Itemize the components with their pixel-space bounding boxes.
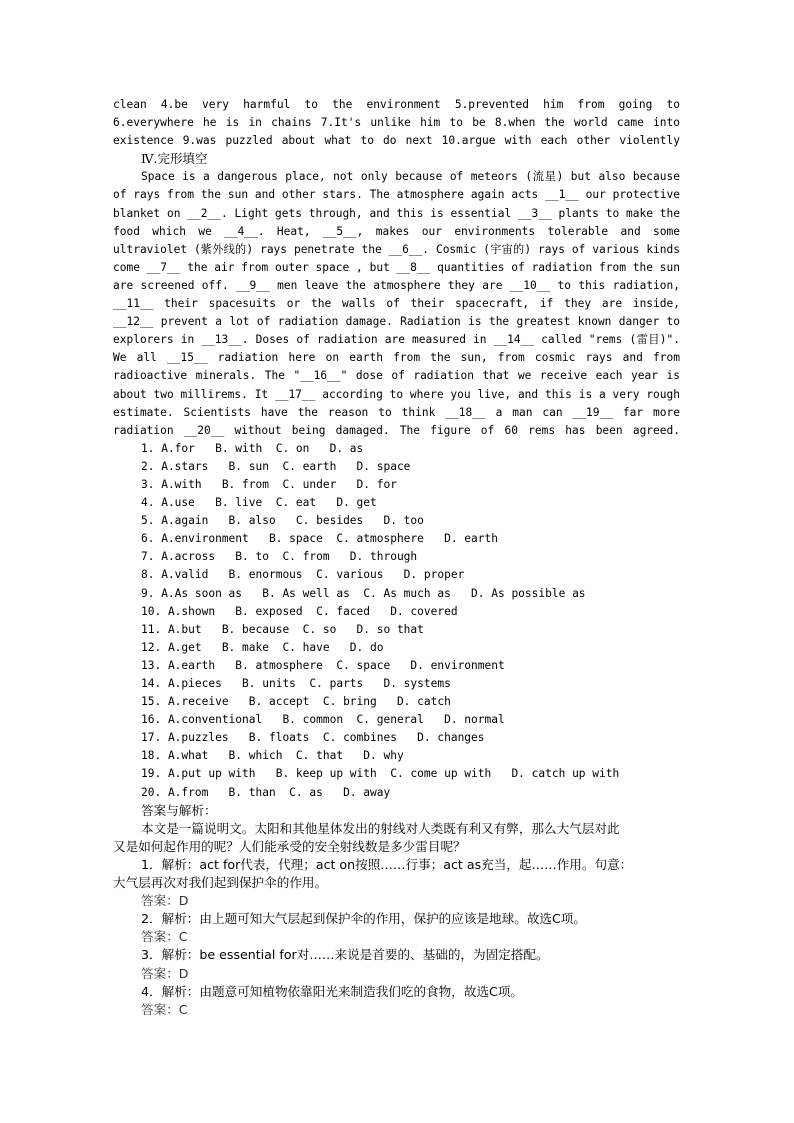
option-row: 1. A.for B. with C. on D. as <box>141 441 364 455</box>
passage-line: come __7__ the air from outer space , but __8__ quantities of radiation from the sun <box>113 260 680 274</box>
explanation-item: 3．解析：be essential for对……来说是首要的、基础的，为固定搭配。 <box>141 947 549 963</box>
passage-line: ultraviolet (紫外线的) rays penetrate the __6__. Cosmic (宇宙的) rays of various kinds <box>113 242 680 256</box>
passage-line: estimate. Scientists have the reason to think __18__ a man can __19__ far more <box>113 405 680 419</box>
option-row: 17. A.puzzles B. floats C. combines D. changes <box>141 731 485 745</box>
passage-line: We all __15__ radiation here on earth from the sun, from cosmic rays and from <box>113 351 680 365</box>
option-row: 18. A.what B. which C. that D. why <box>141 749 404 763</box>
explanation-section <box>113 802 680 1019</box>
option-row: 13. A.earth B. atmosphere C. space D. environment <box>141 658 505 672</box>
explanation-item: 1．解析：act for代表，代理；act on按照……行事；act as充当，起……作用。句意： <box>141 856 633 872</box>
option-row: 19. A.put up with B. keep up with C. come up with D. catch up with <box>141 767 620 781</box>
option-row: 14. A.pieces B. units C. parts D. systems <box>141 677 451 690</box>
text-line: clean 4.be very harmful to the environment 5.prevented him from going to <box>113 98 680 111</box>
cloze-passage <box>113 168 680 439</box>
option-row: 4. A.use B. live C. eat D. get <box>141 496 377 510</box>
explanation-item: 4．解析：由题意可知植物依靠阳光来制造我们吃的食物，故选C项。 <box>141 983 524 999</box>
explanation-intro: 又是如何起作用的呢？人们能承受的安全射线数是多少雷目呢？ <box>113 838 466 854</box>
passage-line: __11__ their spacesuits or the walls of their spacecraft, if they are inside, <box>113 297 680 311</box>
section-title: Ⅳ.完形填空 <box>141 151 208 167</box>
option-row: 15. A.receive B. accept C. bring D. catch <box>141 695 451 709</box>
text-line: existence 9.was puzzled about what to do next 10.argue with each other violently <box>113 134 680 148</box>
passage-line: __12__ prevent a lot of radiation damage. Radiation is the greatest known danger to <box>113 315 680 329</box>
passage-line: radioactive minerals. The "__16__" dose of radiation that we receive each year is <box>113 369 680 383</box>
passage-line: food which we __4__. Heat, __5__, makes our environments tolerable and some <box>113 224 680 238</box>
passage-line: radiation __20__ without being damaged. The figure of 60 rems has been agreed. <box>113 423 680 437</box>
option-row: 5. A.again B. also C. besides D. too <box>141 514 424 528</box>
passage-line: about two millirems. It __17__ according to where you live, and this is a very rough <box>113 387 680 401</box>
explanation-intro: 本文是一篇说明文。太阳和其他星体发出的射线对人类既有利又有弊，那么大气层对此 <box>141 820 620 836</box>
passage-line: Space is a dangerous place, not only because of meteors (流星) but also because <box>141 170 680 184</box>
passage-line: are screened off. __9__ men leave the atmosphere they are __10__ to this radiation, <box>113 278 680 292</box>
explanation-item: 大气层再次对我们起到保护伞的作用。 <box>113 875 328 891</box>
option-row: 8. A.valid B. enormous C. various D. proper <box>141 568 465 582</box>
option-row: 3. A.with B. from C. under D. for <box>141 477 397 491</box>
option-row: 16. A.conventional B. common C. general D. normal <box>141 713 505 727</box>
option-row: 9. A.As soon as B. As well as C. As much as D. As possible as <box>141 586 586 600</box>
passage-line: of rays from the sun and other stars. The atmosphere again acts __1__ our protective <box>113 188 680 202</box>
passage-line: explorers in __13__. Doses of radiation are measured in __14__ called "rems (雷目)". <box>113 333 680 347</box>
option-row: 7. A.across B. to C. from D. through <box>141 550 418 564</box>
explanation-heading: 答案与解析： <box>141 802 217 818</box>
option-row: 10. A.shown B. exposed C. faced D. covered <box>141 604 458 618</box>
answer-label: 答案：C <box>141 929 188 945</box>
answer-label: 答案：D <box>141 893 189 909</box>
answer-label: 答案：C <box>141 1001 188 1017</box>
passage-line: blanket on __2__. Light gets through, and this is essential __3__ plants to make the <box>113 206 680 220</box>
previous-answers <box>113 96 680 150</box>
options-list <box>113 440 680 802</box>
answer-label: 答案：D <box>141 965 189 981</box>
option-row: 6. A.environment B. space C. atmosphere D. earth <box>141 532 498 546</box>
option-row: 2. A.stars B. sun C. earth D. space <box>141 459 411 473</box>
page-content <box>113 96 680 1019</box>
option-row: 11. A.but B. because C. so D. so that <box>141 622 424 636</box>
option-row: 12. A.get B. make C. have D. do <box>141 640 384 654</box>
text-line: 6.everywhere he is in chains 7.It's unlike him to be 8.when the world came into <box>113 116 680 130</box>
explanation-item: 2．解析：由上题可知大气层起到保护伞的作用，保护的应该是地球。故选C项。 <box>141 911 586 927</box>
option-row: 20. A.from B. than C. as D. away <box>141 785 391 799</box>
